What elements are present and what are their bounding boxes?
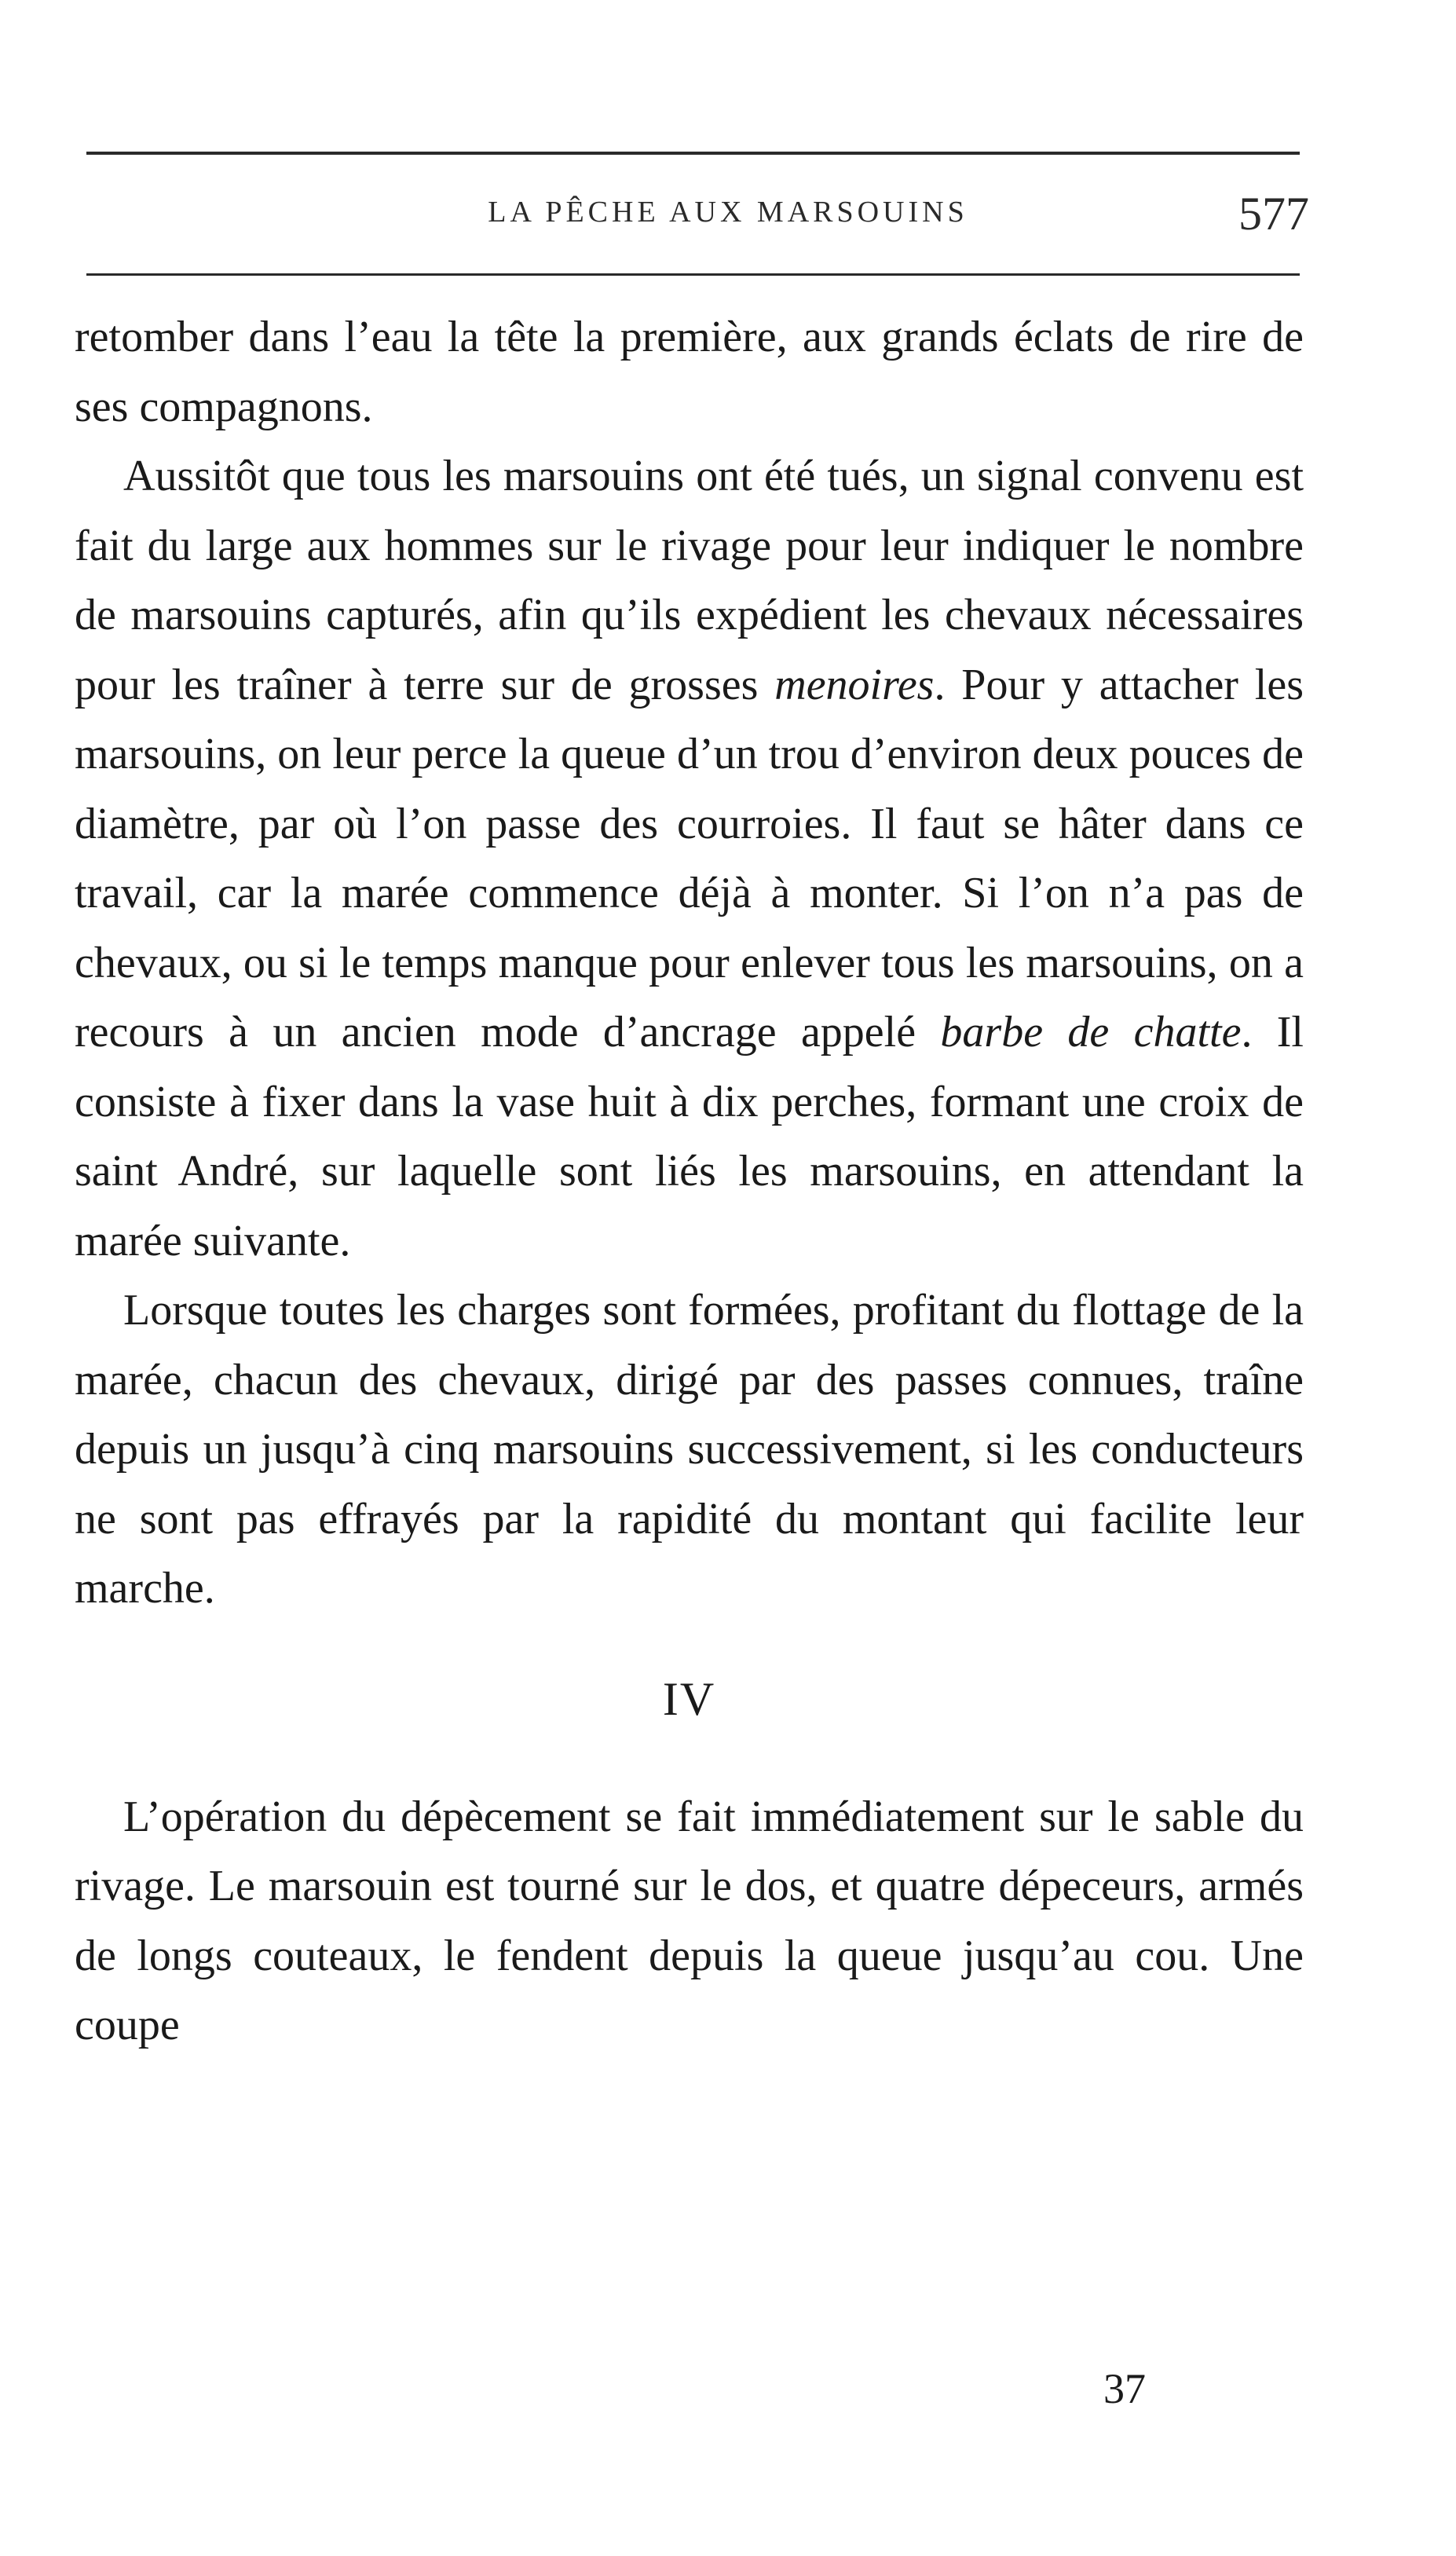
paragraph-2-part-a: Aussitôt que tous les marsouins ont été tués, un signal convenu est fait du large aux hommes sur le rivage pour leur indiquer le nombre de marsouins capturés, afin qu’ils expédient les chevaux nécessaires pour les traîner à terre sur de grosses	[75, 452, 1304, 709]
running-title: LA PÊCHE AUX MARSOUINS	[488, 196, 968, 229]
signature-mark: 37	[1103, 2365, 1146, 2412]
paragraph-2-part-b: . Pour y attacher les marsouins, on leur perce la queue d’un trou d’environ deux pouces de diamètre, par où l’on passe des courroies. Il faut se hâter dans ce travail, car la marée commence déjà à monter. Si l’on n’a pas de chevaux, ou si le temps manque pour enlever tous les marsouins, on a recours à un ancien mode d’ancrage appelé	[75, 660, 1304, 1056]
header-rule-top	[86, 152, 1300, 155]
paragraph-4: L’opération du dépècement se fait immédiatement sur le sable du rivage. Le marsouin est tourné sur le dos, et quatre dépeceurs, armés de longs couteaux, le fendent depuis la queue jusqu’au cou. Une coupe	[75, 1792, 1304, 2049]
body-text	[75, 302, 1304, 2060]
paragraph-2-part-c: . Il consiste à fixer dans la vase huit à dix perches, formant une croix de saint André, sur laquelle sont liés les marsouins, en attendant la marée suivante.	[75, 1008, 1304, 1265]
paragraph-1: retomber dans l’eau la tête la première, aux grands éclats de rire de ses compagnons.	[75, 313, 1304, 431]
italic-term-barbe-de-chatte: barbe de chatte	[940, 1008, 1242, 1056]
italic-term-menoires: menoires	[774, 660, 935, 709]
section-heading: IV	[662, 1672, 716, 1725]
paragraph-2	[75, 441, 1304, 1276]
page-number: 577	[1238, 188, 1309, 240]
paragraph-3: Lorsque toutes les charges sont formées, profitant du flottage de la marée, chacun des chevaux, dirigé par des passes connues, traîne depuis un jusqu’à cinq marsouins successivement, si les conducteurs ne sont pas effrayés par la rapidité du montant qui facilite leur marche.	[75, 1286, 1304, 1613]
header-rule-bottom	[86, 273, 1300, 276]
running-head	[0, 187, 1456, 250]
